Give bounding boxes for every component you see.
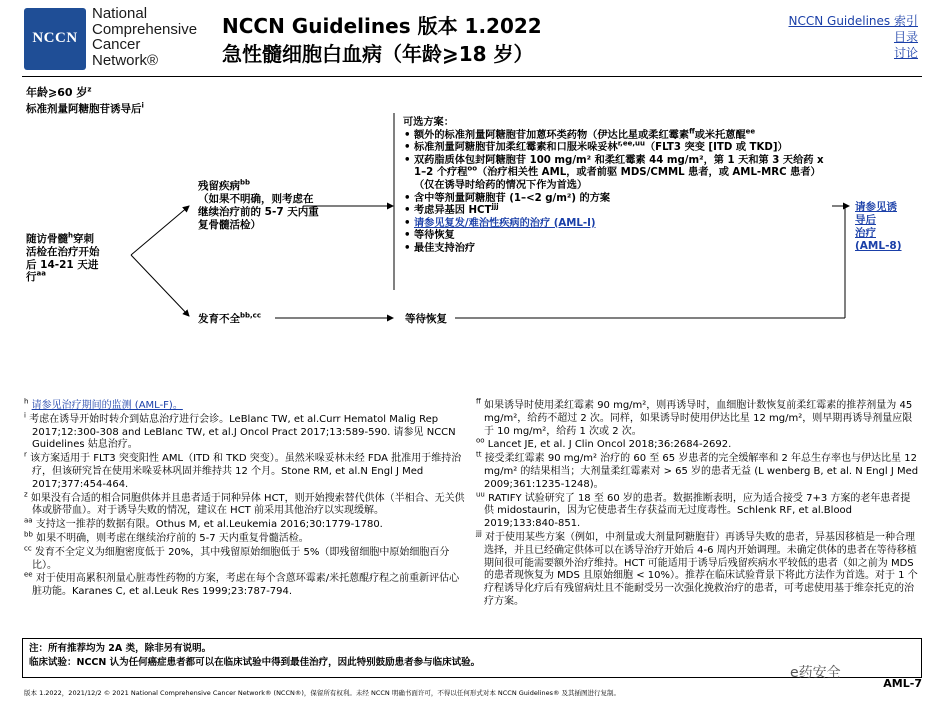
monitoring-link[interactable]: 请参见治疗期间的监测 (AML-F)。 xyxy=(31,400,183,411)
arrow-to-hypoplasia xyxy=(131,255,189,316)
page-subtitle: 急性髓细胞白血病（年龄⩾18 岁） xyxy=(222,42,534,66)
options-list: 可选方案： • 额外的标准剂量阿糖胞苷加蒽环类药物（伊达比星或柔红霉素$^{ff}$或米托蒽醌$^{ee}$ • 标准剂量阿糖胞苷加柔红霉素和口服米哚妥林$^{r,ee,uu}$（FLT3 突变 [ITD 或 TKD]） • 双药脂质体包封阿糖胞苷 100 mg/m² 和柔红霉素 44 mg/m²，第 1 天和第 3 天给药 x 1–2 个疗程$^{oo}$（治疗相关性 AML，或者前驱 MDS/CMML 患者，或 AML-MRC 患者）（仅在诱导时给药的情况下作为首选） • 含中等剂量阿糖胞苷 (1–<2 g/m²) 的方案 • 考虑异基因 $HCT^{jjj}$ • 请参见复发/难治性疾病的治疗 (AML-I) • 等待恢复 • 最佳支持治疗 xyxy=(403,117,828,256)
option-item: • 最佳支持治疗 xyxy=(414,243,828,256)
footnotes-right xyxy=(476,397,920,610)
option-item: • 考虑异基因 $HCT^{jjj}$ xyxy=(414,205,828,218)
age-label: 年龄⩾60 岁$^z$ xyxy=(26,85,92,99)
induction-label: 标准剂量阿糖胞苷诱导后$^i$ xyxy=(26,101,144,115)
post-induction-link[interactable]: 请参见诱 导后 治疗 (AML-8) xyxy=(855,201,902,252)
arrow-to-residual xyxy=(131,206,189,255)
footnote: $^z$ 如果没有合适的相合同胞供体并且患者适于同种异体 HCT，则开始搜索替代供体（半相合、无关供体或脐带血）。对于诱导失败的情况，建议在 HCT 前采用其他治疗以实现缓解。 xyxy=(24,490,465,517)
hypoplasia-node: 发育不全$^{bb,cc}$ xyxy=(198,311,261,325)
footnote: $^{ee}$ 对于使用高累积剂量心脏毒性药物的方案，考虑在每个含蒽环霉素/米托蒽醌疗程之前重新评估心脏功能。Karanes C, et al.Leuk Res 1999;23:787-794. xyxy=(24,571,460,598)
option-item: • 标准剂量阿糖胞苷加柔红霉素和口服米哚妥林$^{r,ee,uu}$（FLT3 突变 [ITD 或 TKD]） xyxy=(414,142,828,155)
logo-wordmark: National Comprehensive Cancer Network® xyxy=(92,5,198,69)
discussion-link[interactable]: 讨论 xyxy=(893,46,918,60)
nccn-logo: NCCN xyxy=(24,8,86,70)
footnote: $^{jjj}$ 对于使用某些方案（例如，中剂量或大剂量阿糖胞苷）再诱导失败的患者，异基因移植是一种合理选择，并且已经确定供体可以在诱导治疗开始后 4-6 周内开始调理。未确定供体的患者在等待移植期间很可能需要额外治疗维持。HCT 可能适用于诱导后残留疾病水平较低的患者（如之前为 MDS 的患者现恢复为 MDS 且原始细胞 < 10%）。推荐在临床试验背景下将此方法作为首选。对于 1 个疗程诱导化疗后有残留病灶且不能耐受另一次强化挽救治疗的患者，可考虑使用基于维奈托克的治疗方案。 xyxy=(476,529,918,607)
guidelines-index-link[interactable]: NCCN Guidelines 索引 xyxy=(788,14,918,28)
residual-disease-node: 残留疾病$^{bb}$ （如果不明确，则考虑在 继续治疗前的 5-7 天内重 复骨髓活检） xyxy=(198,178,319,231)
bone-marrow-node: 随访骨髓$^h$穿刺 活检在治疗开始 后 14-21 天进 行$^{aa}$ xyxy=(26,231,100,284)
footnote: $^{uu}$ RATIFY 试验研究了 18 至 60 岁的患者。数据推断表明，应为适合接受 7+3 方案的老年患者提供 midostaurin，因为它使患者生存获益而无过度毒性。Schlenk RF, et al.Blood 2019;133:840-851. xyxy=(476,490,911,530)
note-box: 注：所有推荐均为 2A 类，除非另有说明。 临床试验：NCCN 认为任何癌症患者都可以在临床试验中得到最佳治疗，因此特别鼓励患者参与临床试验。 xyxy=(22,638,922,678)
relapse-refractory-link[interactable]: 请参见复发/难治性疾病的治疗 (AML-I) xyxy=(414,217,596,229)
option-item: • 含中等剂量阿糖胞苷 (1–<2 g/m²) 的方案 xyxy=(414,193,828,206)
option-item: • 双药脂质体包封阿糖胞苷 100 mg/m² 和柔红霉素 44 mg/m²，第 1 天和第 3 天给药 x 1–2 个疗程$^{oo}$（治疗相关性 AML，或者前驱 MDS/CMML 患者，或 AML-MRC 患者）（仅在诱导时给药的情况下作为首选） xyxy=(414,155,828,193)
page-title: NCCN Guidelines 版本 1.2022 xyxy=(222,14,542,38)
footnote: $^{bb}$ 如果不明确，则考虑在继续治疗前的 5-7 天内重复骨髓活检。 xyxy=(24,530,309,544)
footnote: $^i$ 考虑在诱导开始时转介到姑息治疗进行会诊。LeBlanc TW, et al.Curr Hematol Malig Rep 2017;12:300-308 and LeBlanc TW, et al.J Oncol Pract 2017;13:589-590. 请参见 NCCN Guidelines 姑息治疗。 xyxy=(24,411,456,451)
footnote: $^r$ 该方案适用于 FLT3 突变阳性 AML（ITD 和 TKD 突变）。虽然米哚妥林未经 FDA 批准用于维持治疗，但该研究旨在使用米哚妥林巩固并维持共 12 个月。Stone RM, et al.N Engl J Med 2017;377:454-464. xyxy=(24,450,462,490)
watermark: e药安全 xyxy=(790,665,841,681)
footnote: $^h$ 请参见治疗期间的监测 (AML-F)。 xyxy=(24,397,183,411)
page-id: AML-7 xyxy=(883,677,922,690)
footnote: $^{ff}$ 如果诱导时使用柔红霉素 90 mg/m²，则再诱导时，血细胞计数恢复前柔红霉素的推荐剂量为 45 mg/m²，给药不超过 2 次。同样，如果诱导时使用伊达比星 12 mg/m²，则早期再诱导剂量应限于 10 mg/m²，给药 1 次或 2 次。 xyxy=(476,397,913,437)
toc-link[interactable]: 目录 xyxy=(893,30,918,44)
option-item-relapse-link xyxy=(414,218,828,231)
copyright-footer: 版本 1.2022，2021/12/2 © 2021 National Comprehensive Cancer Network® (NCCN®)，保留所有权利。未经 NCCN 明确书面许可，不得以任何形式对本 NCCN Guidelines® 及其插图进行复制。 xyxy=(24,689,621,697)
option-item: • 额外的标准剂量阿糖胞苷加蒽环类药物（伊达比星或柔红霉素$^{ff}$或米托蒽醌$^{ee}$ xyxy=(414,130,828,143)
footnote: $^{cc}$ 发育不全定义为细胞密度低于 20%，其中残留原始细胞低于 5%（即残留细胞中原始细胞百分比）。 xyxy=(24,544,450,571)
footnote: $^{aa}$ 支持这一推荐的数据有限。Othus M, et al.Leukemia 2016;30:1779-1780. xyxy=(24,516,383,531)
footnote: $^{oo}$ Lancet JE, et al. J Clin Oncol 2018;36:2684-2692. xyxy=(476,437,732,451)
wait-recovery-label: 等待恢复 xyxy=(405,311,450,326)
footnote: $^{tt}$ 接受柔红霉素 90 mg/m² 治疗的 60 至 65 岁患者的完全缓解率和 2 年总生存率也与伊达比星 12 mg/m² 的结果相当；大剂量柔红霉素对 > 65 岁的患者无益 (L wenberg B, et al. N Engl J Med 2009;361:1235-1248)。 xyxy=(476,450,919,490)
footnotes-left xyxy=(24,397,468,600)
option-item: • 等待恢复 xyxy=(414,230,828,243)
